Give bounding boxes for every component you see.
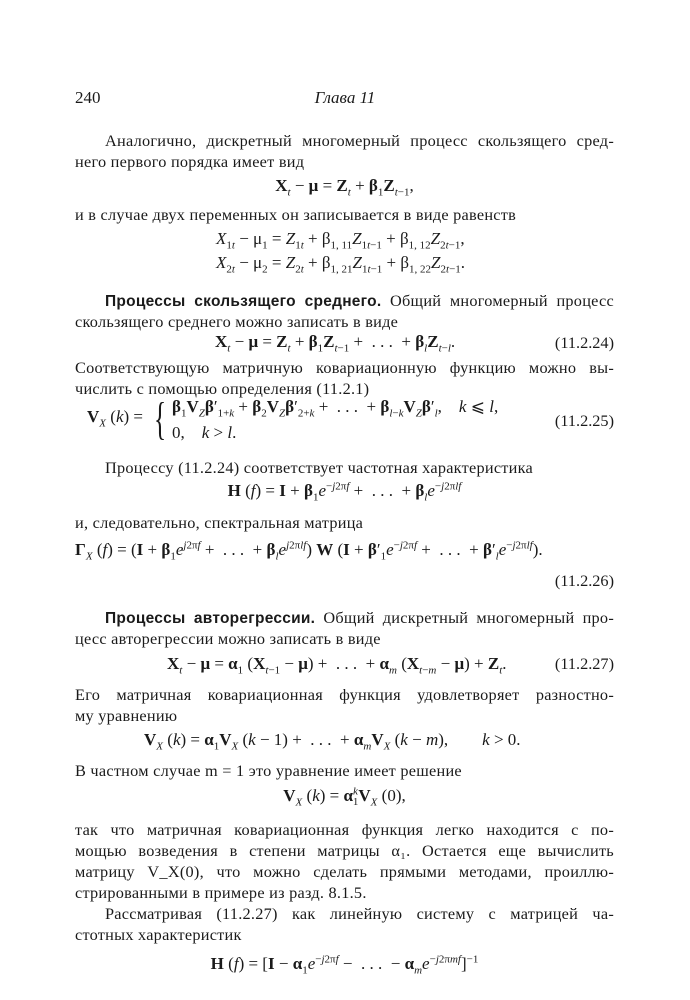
paragraph-3-line-1: Соответствующую матричную ковариационную функцию можно вы- [75,358,614,377]
section-ar-text-2: цесс авторегрессии можно записать в виде [75,629,381,648]
paragraph-8-line-4: стрированными в примере из разд. 8.1.5. [75,883,367,902]
paragraph-9-line-2: стотных характеристик [75,925,242,944]
paragraph-8-line-3: матрицу V_X(0), что можно сделать прямыми методами, проиллю- [75,862,614,881]
equation-11-2-26: $\Gamma_X$ $(f) = (I + \beta_1e^{j2\pi f}$ + . . . + $\beta_le^{j2\pi lf}$) W ($I + \beta'_1e^{-j2\pi f}$ + . . . + $\beta'_le^{-j2\pi lf}$). [75,539,543,563]
paragraph-5: и, следовательно, спектральная матрица [75,513,364,532]
equation-number-26: (11.2.26) [554,571,614,590]
paragraph-1 [75,130,614,151]
equation-ar-frequency-matrix: H $(f) = [I - \alpha_1e^{-j2\pi f}$ − . . . − $\alpha_me^{-j2\pi mf}]^{-1}$ [210,953,479,977]
equation-number-27: (11.2.27) [554,654,614,673]
equation-bivariate-1: $X_{1t} - \mu_1 = Z_{1t} + \beta_{1, 11}Z_{1t-1} + \beta_{1, 12}Z_{2t-1}$, [216,229,465,252]
equation-11-2-27: $X_t - \mu = \alpha_1$ $(X_{t-1} - \mu)$ + . . . + $\alpha_m$ $(X_{t-m} - \mu) + Z_t$. [167,654,507,677]
equation-11-2-25-lhs: $V_X$ (k) = [87,407,143,430]
section-ma-heading: Процессы скользящего среднего. [105,293,382,310]
equation-solution: $V_X$ $(k) = \alpha^k_1V_X$ (0), [283,785,406,809]
paragraph-2: и в случае двух переменных он записывается в виде равенств [75,205,517,224]
section-ma-line-1 [75,290,614,312]
equation-ma1: $X_t - \mu = Z_t + \beta_1Z_{t-1}$, [275,176,414,199]
equation-freq-response: H $(f) = I + \beta_1e^{-j2\pi f}$ + . . . + $\beta_le^{-j2\pi lf}$ [227,480,462,504]
paragraph-6-line-2: му уравнению [75,706,178,725]
equation-difference: $V_X$ $(k) = \alpha_1V_X$ (k − 1) + . . . + $\alpha_mV_X$ (k − m), k > 0. [144,730,521,753]
paragraph-7: В частном случае m = 1 это уравнение имеет решение [75,761,462,780]
equation-number-24: (11.2.24) [554,333,614,352]
paragraph-1-line-1: Аналогично, дискретный многомерный процесс скользящего сред- [105,131,614,150]
page-number: 240 [75,88,101,107]
paragraph-8-line-2: мощью возведения в степени матрицы α₁. Остается еще вычислить [75,841,614,860]
left-brace: { [154,393,167,444]
section-ar-text-1: Общий дискретный многомерный про- [315,608,614,627]
chapter-title: Глава 11 [314,88,376,107]
equation-11-2-25-case-1: $\beta_1V_Z\beta'_{1+k} + \beta_2V_Z\beta'_{2+k}$ + . . . + $\beta_{l-k}V_Z\beta'_l$, k ⩽ l, [172,397,499,420]
equation-11-2-24: $X_t - \mu = Z_t + \beta_1Z_{t-1}$ + . . . + $\beta_lZ_{t-l}$. [215,332,456,355]
paragraph-1-line-2: него первого порядка имеет вид [75,152,305,171]
section-ar-heading: Процессы авторегрессии. [105,610,316,627]
section-ma-text-2: скользящего среднего можно записать в виде [75,312,399,331]
paragraph-9-line-1: Рассматривая (11.2.27) как линейную систему с матрицей ча- [105,904,614,923]
section-ma-text-1: Общий многомерный процесс [381,291,614,310]
paragraph-8-line-1: так что матричная ковариационная функция легко находится с по- [75,820,614,839]
equation-11-2-25-case-2: 0, k > l. [172,423,237,442]
paragraph-1-cont [75,151,614,172]
equation-number-25: (11.2.25) [554,411,614,430]
section-ar-line-1 [75,607,614,629]
paragraph-3-line-2: числить с помощью определения (11.2.1) [75,379,370,398]
paragraph-6-line-1: Его матричная ковариационная функция удовлетворяет разностно- [75,685,614,704]
equation-bivariate-2: $X_{2t} - \mu_2 = Z_{2t} + \beta_{1, 21}Z_{1t-1} + \beta_{1, 22}Z_{2t-1}$. [216,253,466,276]
paragraph-4: Процессу (11.2.24) соответствует частотная характеристика [105,458,534,477]
